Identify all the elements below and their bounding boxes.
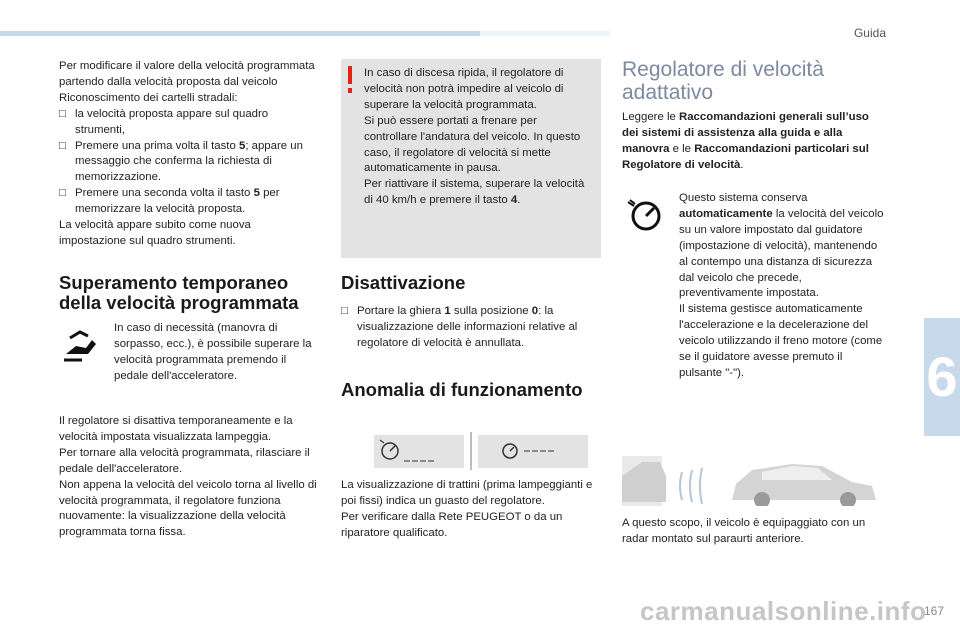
warning-exclamation-icon: [345, 66, 355, 94]
watermark: carmanualsonline.info: [640, 596, 927, 626]
fault-display-thumb: [374, 435, 464, 468]
divider: [470, 432, 472, 470]
list-item: □ Premere una seconda volta il tasto 5 per memorizzare la velocità proposta.: [59, 187, 280, 216]
list-item: □ Portare la ghiera 1 sulla posizione 0: la visualizzazione delle informazioni relative al regolatore di velocità è annullata.: [341, 305, 578, 349]
foot-pedal-icon: [62, 328, 98, 364]
outro-text: La velocità appare subito come nuova impostazione sul quadro strumenti.: [59, 219, 251, 247]
header-accent-bar: [0, 31, 480, 36]
list-item: □ Premere una prima volta il tasto 5; appare un messaggio che conferma la richiesta di memorizzazione.: [59, 139, 303, 184]
read-recommendations: Leggere le Raccomandazioni generali sull’uso dei sistemi di assistenza alla guida e alla manovra e le Raccomandazioni particolari sul Regolatore di velocità.: [622, 111, 869, 171]
heading-deactivation: Disattivazione: [341, 272, 466, 293]
heading-override: Superamento temporaneo della velocità programmata: [59, 272, 299, 313]
header-accent-bar-fade: [480, 31, 610, 36]
override-text: Il regolatore si disattiva temporaneamente e la velocità impostata visualizzata lampeggia. Per tornare alla velocità programmata, rilasciare il pedale dell'acceleratore. Non appena la velocità del veicolo torna al livello di velocità programmata, il regolatore funziona nuovamente: la visualizzazione della velocità programmata torna fissa.: [59, 415, 317, 539]
warning-text: In caso di discesa ripida, il regolatore di velocità non potrà impedire al veicolo di superare la velocità programmata. Si può essere portati a frenare per controllare l'andatura del veicolo. In questo caso, il regolatore di velocità si mette automaticamente in pausa. Per riattivare il sistema, superare la velocità di 40 km/h e premere il tasto 4.: [364, 67, 585, 207]
heading-adaptive-cruise: Regolatore di velocità adattativo: [622, 58, 824, 104]
car-radar-icon: [622, 456, 884, 506]
column-1-intro: [59, 59, 321, 250]
fault-text: La visualizzazione di trattini (prima lampeggianti e poi fissi) indica un guasto del regolatore. Per verificare dalla Rete PEUGEOT o da un riparatore qualificato.: [341, 479, 593, 539]
list-item: □ la velocità proposta appare sul quadro strumenti,: [59, 107, 269, 136]
section-label: Guida: [853, 26, 886, 40]
heading-fault: Anomalia di funzionamento: [341, 379, 583, 400]
chapter-tab: 6: [924, 318, 960, 436]
override-icon-text: In caso di necessità (manovra di sorpasso, ecc.), è possibile superare la velocità programmata premendo il pedale dell'acceleratore.: [114, 322, 312, 382]
speedometer-icon: [626, 198, 666, 232]
page-number: 167: [923, 604, 944, 618]
fault-display-thumb: [478, 435, 588, 468]
intro-text: Per modificare il valore della velocità programmata partendo dalla velocità proposta dal veicolo Riconoscimento dei cartelli stradali:: [59, 60, 315, 104]
radar-text: A questo scopo, il veicolo è equipaggiato con un radar montato sul paraurti anteriore.: [622, 517, 866, 545]
acc-description: Questo sistema conserva automaticamente la velocità del veicolo su un valore impostato dal guidatore (impostazione di velocità), mantenendo al contempo una distanza di sicurezza dal veicolo che precede, preventivamente impostata. Il sistema gestisce automaticamente l'accelerazione e la decelerazione del veicolo utilizzando il freno motore (come se il guidatore avesse premuto il pulsante "-").: [679, 192, 884, 379]
